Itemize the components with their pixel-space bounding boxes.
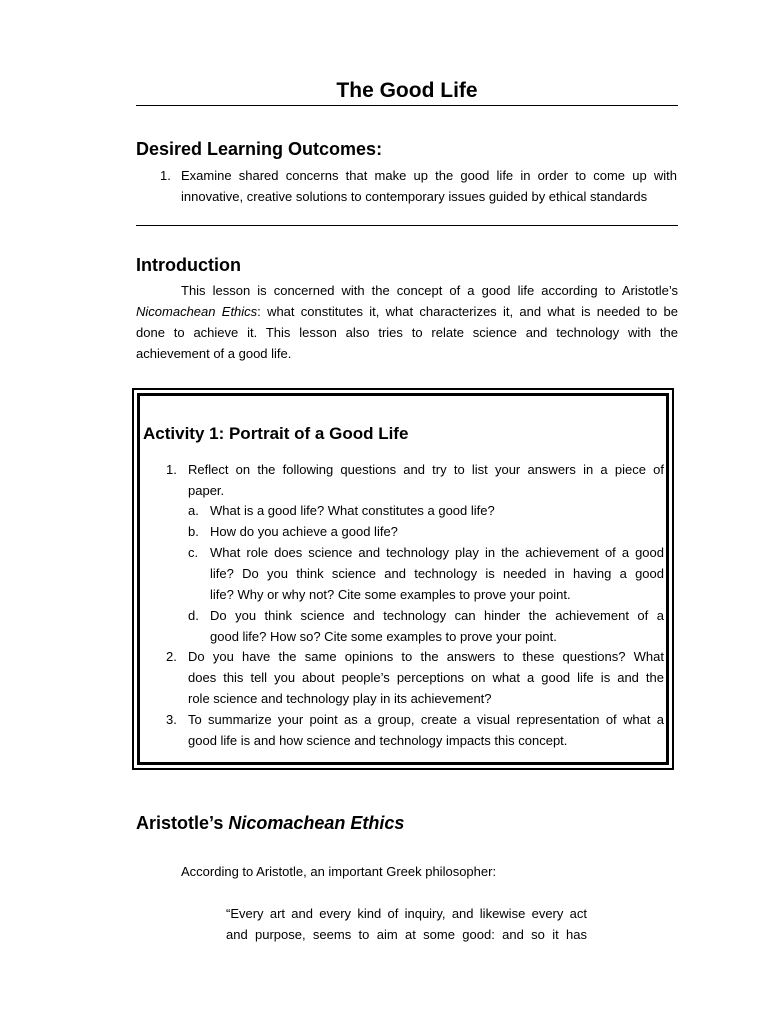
activity-subitem-line: Do you think science and technology can hinder the achievement of a (210, 608, 664, 623)
activity-item-number: 1. (166, 462, 177, 477)
activity-subitem-line: life? Why or why not? Cite some examples to prove your point. (210, 587, 571, 602)
aristotle-intro: According to Aristotle, an important Greek philosopher: (181, 864, 497, 879)
activity-item-line: Do you have the same opinions to the answers to these questions? What (188, 649, 664, 664)
activity-subitem-line: What is a good life? What constitutes a good life? (210, 503, 495, 518)
intro-italic-title: Nicomachean Ethics (136, 304, 258, 319)
activity-subitem-line: good life? How so? Cite some examples to prove your point. (210, 629, 557, 644)
title-divider (136, 105, 678, 106)
section-divider (136, 225, 678, 226)
quote-line: “Every art and every kind of inquiry, and likewise every act (226, 906, 587, 921)
activity-item-line: To summarize your point as a group, create a visual representation of what a (188, 712, 664, 727)
aristotle-heading-italic: Nicomachean Ethics (228, 813, 405, 833)
outcomes-heading: Desired Learning Outcomes: (136, 139, 383, 159)
aristotle-heading-plain: Aristotle’s (136, 813, 229, 833)
intro-line-rest: : what constitutes it, what characterizes it, and what is needed to be (257, 304, 678, 319)
activity-subitem-letter: a. (188, 503, 199, 518)
intro-line (136, 301, 678, 322)
activity-item-line: paper. (188, 483, 225, 498)
activity-item-number: 3. (166, 712, 177, 727)
aristotle-heading (136, 812, 404, 834)
activity-item-line: good life is and how science and technology impacts this concept. (188, 733, 568, 748)
outcome-number: 1. (160, 168, 171, 183)
outcome-line: Examine shared concerns that make up the good life in order to come up with (181, 168, 677, 183)
outcome-line: innovative, creative solutions to contemporary issues guided by ethical standards (181, 189, 648, 204)
activity-item-line: Reflect on the following questions and try to list your answers in a piece of (188, 462, 664, 477)
activity-item-line: role science and technology play in its achievement? (188, 691, 492, 706)
page-title: The Good Life (336, 79, 478, 102)
intro-line: This lesson is concerned with the concept of a good life according to Aristotle’s (181, 283, 678, 298)
activity-subitem-line: life? Do you think science and technology is needed in having a good (210, 566, 664, 581)
activity-subitem-letter: c. (188, 545, 199, 560)
activity-item-line: does this tell you about people’s perceptions on what a good life is and the (188, 670, 664, 685)
activity-subitem-letter: d. (188, 608, 199, 623)
activity-subitem-line: How do you achieve a good life? (210, 524, 398, 539)
activity-subitem-line: What role does science and technology play in the achievement of a good (210, 545, 664, 560)
introduction-heading: Introduction (136, 255, 241, 275)
intro-line: achievement of a good life. (136, 346, 292, 361)
activity-item-number: 2. (166, 649, 177, 664)
intro-line: done to achieve it. This lesson also tries to relate science and technology with the (136, 325, 678, 340)
quote-line: and purpose, seems to aim at some good: and so it has (226, 927, 587, 942)
activity-subitem-letter: b. (188, 524, 199, 539)
activity-heading: Activity 1: Portrait of a Good Life (143, 424, 409, 443)
